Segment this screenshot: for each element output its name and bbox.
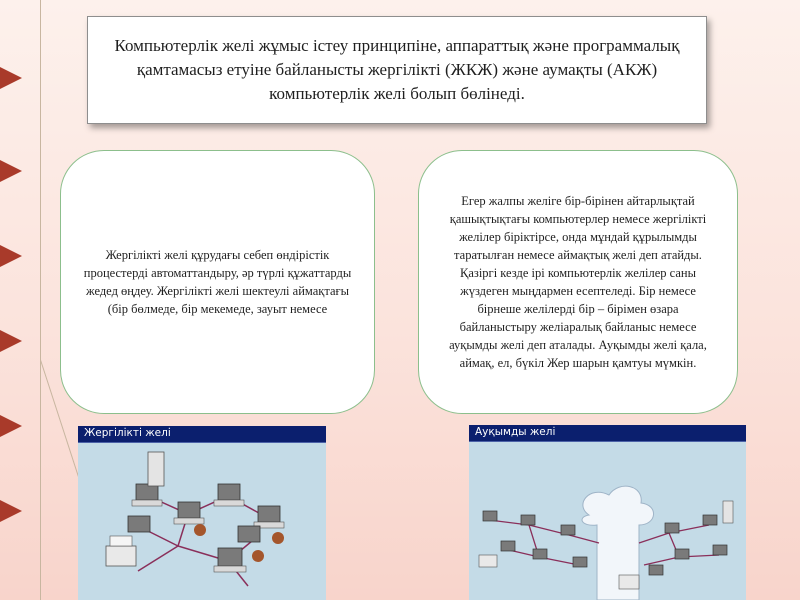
left-decoration — [0, 0, 60, 600]
printer-icon — [106, 546, 136, 566]
wide-network-illustration — [469, 425, 746, 600]
local-network-illustration — [78, 426, 326, 600]
arrow-icon — [0, 160, 22, 182]
title-box — [87, 16, 707, 124]
printer-icon — [619, 575, 639, 589]
local-network-caption: Жергілікті желі — [84, 427, 171, 439]
local-network-image — [78, 426, 326, 600]
arrow-icon — [0, 245, 22, 267]
arrow-icon — [0, 500, 22, 522]
local-network-card — [60, 150, 375, 414]
title-text: Компьютерлік желі жұмыс істеу принципіне, аппараттық және программалық қамтамасыз етуіне байланысты жергілікті (ЖКЖ) және аумақты (АКЖ) компьютерлік желі болып бөлінеді. — [114, 36, 680, 103]
decor-line — [40, 0, 41, 600]
server-icon — [148, 452, 164, 486]
arrow-icon — [0, 330, 22, 352]
printer-icon — [479, 555, 497, 567]
wide-network-caption: Ауқымды желі — [475, 426, 556, 438]
wide-network-image — [469, 425, 746, 600]
cloud-icon — [582, 486, 654, 600]
wide-network-card — [418, 150, 738, 414]
local-network-text: Жергілікті желі құрудағы себеп өндірістік процестерді автоматтандыру, әр түрлі құжаттарды жедед өңдеу. Жергілікті желі шектеулі аймақтағы (бір бөлмеде, бір мекемеде, зауыт немесе — [83, 248, 352, 316]
server-icon — [723, 501, 733, 523]
arrow-icon — [0, 415, 22, 437]
wide-network-text: Егер жалпы желіге бір-бірінен айтарлықтай қашықтықтағы компьютерлер немесе жергілікті желілер біріктірсе, онда мұндай құрылымды таратылған немесе аймақтық желі деп атайды. Қазіргі кезде ірі компьютерлік желілер саны жүздеген мыңдармен есептеледі. Бір немесе бірнеше желілерді бір – бірімен өзара байланыстыру желіаралық байланыс немесе ауқымды желі деп аталады. Ауқымды желі қала, аймақ, ел, бүкіл Жер шарын қамтуы мүмкін. — [449, 194, 707, 370]
arrow-icon — [0, 67, 22, 89]
